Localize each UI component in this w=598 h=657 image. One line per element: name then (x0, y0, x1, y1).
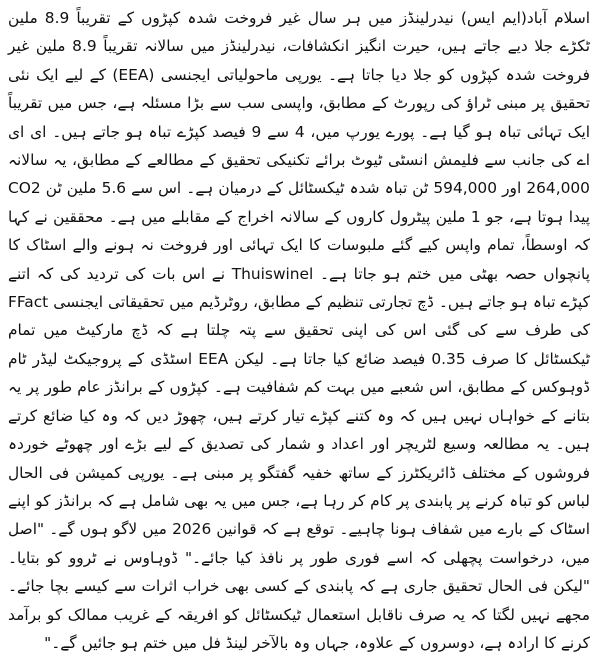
article-body: اسلام آباد(ایم ایس) نیدرلینڈز میں ہر سال غیر فروخت شدہ کپڑوں کے تقریباً 8.9 ملین ٹکڑے جلا دیے جاتے ہیں، حیرت انگیز انکشافات، نیدرلینڈز میں سالانہ تقریباً 8.9 ملین غیر فروخت شدہ کپڑوں کو جلا دیا جاتا ہے۔ یورپی ماحولیاتی ایجنسی (EEA) کے لیے ایک نئی تحقیق پر مبنی ٹراؤ کی رپورٹ کے مطابق، واپسی سب سے بڑا مسئلہ ہے، جس میں تقریباً ایک تہائی تباہ ہو گیا ہے۔ پورے یورپ میں، 4 سے 9 فیصد کپڑے تباہ ہو جاتے ہیں۔ ای ای اے کی جانب سے فلیمش انسٹی ٹیوٹ برائے تکنیکی تحقیق کے مطالعے کے مطابق، یہ سالانہ 264,000 اور 594,000 ٹن تباہ شدہ ٹیکسٹائل کے درمیان ہے۔ اس سے 5.6 ملین ٹن CO2 پیدا ہوتا ہے، جو 1 ملین پیٹرول کاروں کے سالانہ اخراج کے مقابلے میں ہے۔ محققین نے کہا کہ اوسطاً، تمام واپس کیے گئے ملبوسات کا ایک تہائی اور فروخت نہ ہونے والے اسٹاک کا پانچواں حصہ بھٹی میں ختم ہو جاتا ہے۔ Thuiswinel نے اس بات کی تردید کی کہ اتنے کپڑے تباہ ہو جاتے ہیں۔ ڈچ تجارتی تنظیم کے مطابق، روٹرڈیم میں تحقیقاتی ایجنسی FFact کی طرف سے کی گئی اس کی اپنی تحقیق سے پتہ چلتا ہے کہ ڈچ مارکیٹ میں تمام ٹیکسٹائل کا صرف 0.35 فیصد ضائع کیا جاتا ہے۔ لیکن EEA اسٹڈی کے پروجیکٹ لیڈر ٹام ڈوہوکس کے مطابق، اس شعبے میں بہت کم شفافیت ہے۔ کپڑوں کے برانڈز عام طور پر یہ بتانے کے خواہاں نہیں ہیں کہ وہ کتنے کپڑے تیار کرتے ہیں، چھوڑ دیں کہ وہ کیا ضائع کرتے ہیں۔ یہ مطالعہ وسیع لٹریچر اور اعداد و شمار کی تصدیق کے لیے بڑے اور چھوٹے خوردہ فروشوں کے مختلف ڈائریکٹرز کے ساتھ خفیہ گفتگو پر مبنی ہے۔ یورپی کمیشن فی الحال لباس کو تباہ کرنے پر پابندی پر کام کر رہا ہے، جس میں یہ بھی شامل ہے کہ برانڈز کو اپنے اسٹاک کے بارے میں شفاف ہونا چاہیے۔ توقع ہے کہ قوانین 2026 میں لاگو ہوں گے۔ "اصل میں، درخواست پچھلی کہ اسے فوری طور پر نافذ کیا جائے۔" ڈوہاوس نے ٹروو کو بتایا۔ "لیکن فی الحال تحقیق جاری ہے کہ پابندی کے کسی بھی خراب اثرات سے کیسے بچا جائے۔ مجھے نہیں لگتا کہ یہ صرف ناقابل استعمال ٹیکسٹائل کو افریقہ کے غریب ممالک کو برآمد کرنے کا ارادہ ہے، دوسروں کے علاوہ، جہاں وہ بالآخر لینڈ فل میں ختم ہو جائیں گے۔" (8, 9, 591, 652)
